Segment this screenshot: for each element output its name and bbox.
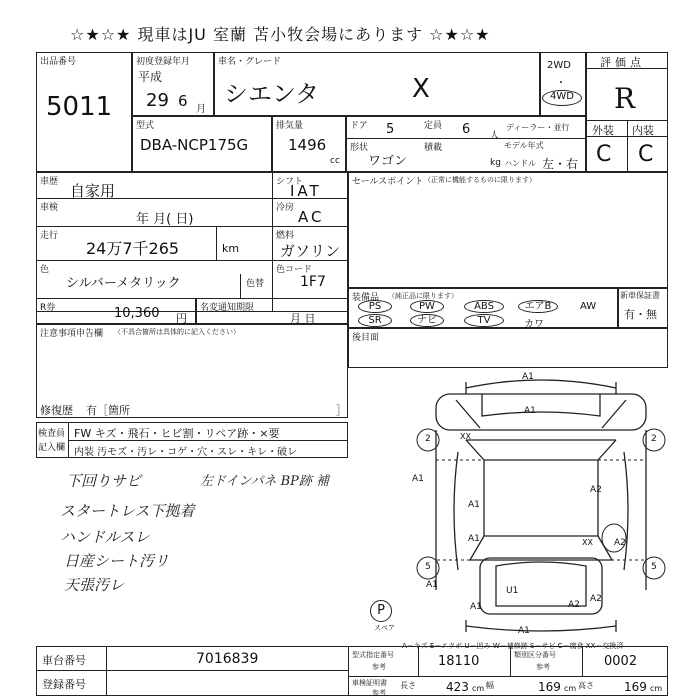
note-side: 左ドインパネ BP跡 補 (200, 474, 330, 489)
notes-sub: （不具合箇所は具体的に記入ください） (114, 328, 240, 336)
int-score: C (638, 142, 654, 167)
capacity-unit: 人 (490, 131, 500, 141)
inspector-label2: 記入欄 (38, 443, 66, 453)
mark-1: A1 (522, 372, 534, 382)
sales-box (348, 172, 668, 288)
h-label: 高さ (578, 681, 594, 690)
ac-label: 冷房 (276, 203, 295, 213)
color-code-label: 色コード (276, 265, 313, 275)
w-unit: cm (564, 684, 577, 693)
note-line-4: 日産シート汚リ (64, 552, 170, 570)
recycle-label: R券 (40, 303, 56, 313)
registration-label: 登録番号 (42, 678, 86, 691)
note-line-3: ハンドルスレ (60, 528, 150, 546)
mileage-label: 走行 (40, 231, 59, 241)
lot-label: 出品番号 (40, 57, 77, 67)
car-label: 車名・グレード (218, 57, 282, 67)
spec-hline (346, 138, 586, 139)
bottom-v3 (418, 646, 419, 676)
mark-10: A1 (518, 626, 530, 636)
h-value: 169 (624, 680, 647, 694)
handle-label: ハンドル (504, 159, 536, 168)
header-title: ☆★☆★ 現車はJU 室蘭 苫小牧会場にあります ☆★☆★ (70, 25, 491, 44)
drive-2wd: 2WD (547, 60, 571, 71)
mark-3: A1 (468, 500, 480, 510)
equip-abs: ABS (464, 300, 504, 313)
bottom-v5 (582, 646, 583, 676)
mileage-unit: km (222, 242, 240, 255)
equip-ps: PS (358, 300, 392, 313)
car-diagram (396, 370, 686, 650)
drive-dot: ・ (556, 78, 566, 89)
bottom-h (36, 670, 348, 671)
mark-17: 5 (651, 562, 657, 572)
mark-9: U1 (506, 586, 519, 596)
capacity-label: 定員 (424, 121, 443, 131)
handle-value: 左・右 (542, 157, 579, 171)
class-label: 類別区分番号 (514, 651, 556, 659)
equip-leather: カワ (524, 319, 544, 330)
len-value: 423 (446, 680, 469, 694)
rear-label: 後目面 (352, 333, 380, 343)
h-unit: cm (650, 684, 663, 693)
shape-value: ワゴン (368, 154, 408, 169)
color-label: 色 (40, 265, 50, 275)
dealer-label: ディーラー・並行 (506, 123, 570, 132)
first-reg-era: 平成 (138, 70, 163, 84)
mark-14: 2 (425, 434, 431, 444)
color-code-value: 1F7 (300, 274, 326, 290)
mark-4: A1 (468, 534, 480, 544)
mark-12: A2 (614, 538, 626, 548)
recycle-box (36, 298, 196, 324)
spare-circle: P (370, 600, 392, 622)
color-value: シルバーメタリック (66, 276, 181, 291)
drive-4wd: 4WD (542, 90, 582, 106)
sales-sub: （正常に機能するものに限ります） (424, 176, 536, 184)
mark-2: A1 (524, 406, 536, 416)
first-reg-year: 29 (146, 90, 169, 111)
info-vline (272, 172, 273, 312)
load-unit: kg (490, 158, 501, 168)
dims-label: 車検証明書 (352, 679, 387, 687)
notice-value: 月 日 (290, 312, 316, 325)
ext-score: C (596, 142, 612, 167)
info-h2 (36, 226, 348, 227)
first-reg-month: 6 (178, 92, 188, 110)
mark-16: 5 (425, 562, 431, 572)
score-label: 評価点 (600, 56, 645, 69)
notice-label: 名変通知期限 (200, 303, 255, 313)
spare-label: スペア (374, 624, 395, 632)
mark-11: A1 (470, 602, 482, 612)
recycle-value: 10,360 (114, 306, 160, 321)
equip-aw: AW (580, 301, 597, 312)
bottom-v4 (510, 646, 511, 676)
repair-close: ］ (336, 404, 347, 417)
history-value: 自家用 (70, 182, 116, 200)
info-h3 (36, 260, 348, 261)
bottom-h2 (348, 676, 668, 677)
len-label: 長さ (400, 681, 416, 690)
repair-label: 修復歴 (40, 404, 73, 417)
equip-sub: （純正品に限ります） (388, 292, 458, 300)
shape-label: 形状 (350, 143, 369, 153)
first-reg-month-unit: 月 (196, 104, 206, 115)
mark-8: A1 (426, 580, 438, 590)
inspector-label1: 検査員 (38, 429, 66, 439)
ext-label: 外装 (592, 124, 614, 137)
equip-navi: ナビ (410, 314, 444, 327)
model-value: DBA-NCP175G (140, 136, 249, 154)
bottom-v2 (348, 646, 349, 696)
inspector-row2: 内装 汚モズ・汚レ・コゲ・穴・スレ・キレ・破レ (74, 447, 298, 458)
doors-value: 5 (386, 122, 395, 137)
model-label: 型式 (136, 121, 155, 131)
shift-label: シフト (276, 177, 304, 187)
w-value: 169 (538, 680, 561, 694)
bottom-v1 (106, 646, 107, 696)
mileage-sep (216, 226, 217, 260)
mark-5: A2 (590, 485, 602, 495)
shift-value: IAT (290, 182, 322, 200)
doors-label: ドア (350, 121, 368, 131)
score-divider (586, 68, 668, 69)
warranty-label: 新車保証書 (620, 291, 660, 300)
designation-value: 18110 (438, 654, 480, 669)
repair-value: 有［箇所 (86, 404, 130, 417)
mark-19: XX (582, 538, 593, 547)
equip-sr: SR (358, 314, 392, 327)
chassis-value: 7016839 (196, 651, 259, 667)
mark-15: 2 (651, 434, 657, 444)
inspection-label: 車検 (40, 203, 59, 213)
note-line-1: 下回りサビ (66, 472, 142, 490)
mark-6: A2 (590, 594, 602, 604)
info-h1 (36, 198, 348, 199)
mark-13: A2 (568, 600, 580, 610)
ac-value: AC (298, 208, 325, 226)
car-name: シエンタ (224, 80, 320, 108)
inspection-value: 年 月( 日) (136, 212, 194, 227)
mark-7: A1 (412, 474, 424, 484)
class-value: 0002 (604, 654, 638, 669)
model-year-label: モデル年式 (504, 141, 544, 150)
len-unit: cm (472, 684, 485, 693)
int-label: 内装 (632, 124, 654, 137)
fuel-value: ガソリン (280, 242, 341, 260)
inspector-row1: FW キズ・飛石・ヒビ割・リペア跡・×要 (74, 427, 280, 440)
lot-number: 5011 (46, 92, 113, 122)
designation-label: 型式指定番号 (352, 651, 394, 659)
equip-label: 装備品 (352, 293, 380, 303)
first-reg-label: 初度登録年月 (136, 57, 191, 67)
damage-legend: A－キズ E－エクボ U－凹み W－補修跡 S－サビ C－腐食 XX－交換済 (402, 642, 624, 650)
recycle-unit: 円 (176, 312, 187, 325)
equip-airbag: エアB (518, 300, 558, 313)
designation-sub: 参考 (372, 663, 386, 671)
note-line-2: スタートレス下拠着 (60, 502, 195, 520)
history-label: 車歴 (40, 177, 59, 187)
load-label: 積載 (424, 143, 443, 153)
car-grade: X (412, 74, 430, 104)
warranty-value: 有・無 (624, 308, 657, 321)
fuel-label: 燃料 (276, 231, 295, 241)
w-label: 幅 (486, 681, 494, 690)
notes-label: 注意事項申告欄 (40, 329, 104, 339)
score-divider4 (627, 120, 628, 172)
color-change-label: 色替 (246, 279, 265, 289)
rear-box (348, 328, 668, 368)
capacity-value: 6 (462, 122, 471, 137)
equip-pw: PW (410, 300, 444, 313)
equip-tv: TV (464, 314, 504, 327)
score-value: R (614, 82, 636, 115)
mileage-value: 24万7千265 (86, 239, 180, 258)
mark-18: XX (460, 432, 471, 441)
displacement-unit: cc (330, 156, 340, 166)
note-line-5: 天張汚レ (64, 576, 125, 594)
dims-sub: 参考 (372, 689, 386, 697)
displacement-label: 排気量 (276, 121, 304, 131)
sales-label: セールスポイント (352, 177, 424, 187)
chassis-label: 車台番号 (42, 654, 86, 667)
color-sep (240, 274, 241, 298)
class-sub: 参考 (536, 663, 550, 671)
displacement-value: 1496 (288, 136, 327, 154)
